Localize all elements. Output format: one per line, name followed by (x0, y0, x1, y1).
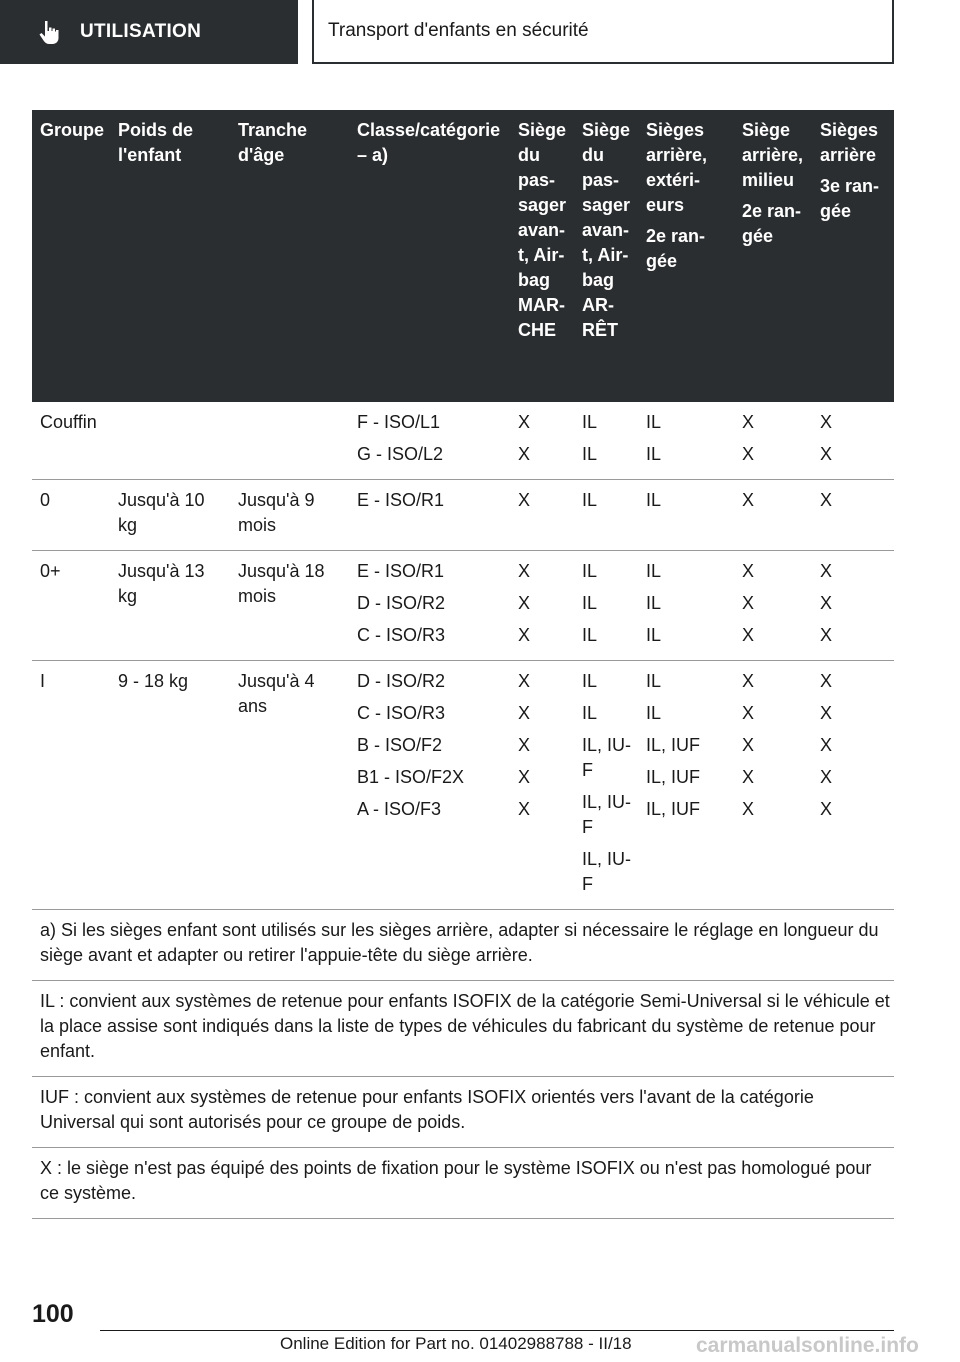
table-cell-airbag-on (510, 661, 574, 910)
cell-value: IL (646, 412, 662, 432)
column-header (510, 110, 574, 402)
cell-value: X (742, 625, 755, 645)
column-header-text: Siège du passager avant, Airbag ARRÊT (582, 120, 631, 340)
cell-value: Couffin (40, 412, 97, 432)
cell-value: IL (582, 671, 598, 691)
cell-value: X (518, 799, 531, 819)
table-row (32, 480, 894, 551)
table-cell-rear-middle (734, 480, 812, 551)
cell-value: X (820, 412, 833, 432)
cell-value: X (820, 444, 833, 464)
chapter-title-box (312, 0, 894, 64)
cell-value: IL, IUF (646, 767, 701, 787)
column-header-text: Siège du passager avant, Airbag MARCHE (518, 120, 567, 340)
table-cell-third-row (812, 551, 894, 661)
table-cell-classes (349, 551, 510, 661)
cell-value: IL (646, 671, 662, 691)
table-cell-age (230, 480, 349, 551)
table-cell-group (32, 480, 110, 551)
footnote-row (32, 910, 894, 981)
table-header-row (32, 110, 894, 402)
cell-value: X (518, 490, 531, 510)
table-cell-rear-outer (638, 402, 734, 480)
cell-value: Jusqu'à 4 ans (238, 671, 315, 716)
cell-value: E - ISO/R1 (357, 490, 445, 510)
cell-value: X (742, 671, 755, 691)
table-cell-weight (110, 402, 230, 480)
cell-value: X (518, 671, 531, 691)
cell-value: C - ISO/R3 (357, 703, 446, 723)
cell-value: E - ISO/R1 (357, 561, 445, 581)
cell-value: X (742, 593, 755, 613)
cell-value: IL (646, 593, 662, 613)
table-cell-age (230, 551, 349, 661)
cell-value: IL (582, 593, 598, 613)
table-cell-airbag-on (510, 551, 574, 661)
cell-value: X (518, 412, 531, 432)
footnote-text: a) Si les sièges enfant sont utilisés sur les sièges arrière, adapter si nécessaire le réglage en longueur du siège avant et adapter ou retirer l'appuie-tête du siège arrière. (32, 910, 894, 981)
cell-value: IL, IUF (582, 849, 632, 894)
hand-pointer-icon (36, 17, 66, 47)
footer-divider (100, 1330, 894, 1331)
cell-value: X (742, 767, 755, 787)
cell-value: X (820, 671, 833, 691)
table-row (32, 661, 894, 910)
cell-value: X (820, 703, 833, 723)
column-header (349, 110, 510, 402)
table-row (32, 551, 894, 661)
cell-value: IL (646, 490, 662, 510)
column-header (812, 110, 894, 402)
footnote-text: X : le siège n'est pas équipé des points de fixation pour le système ISOFIX ou n'est pas homologué pour ce système. (32, 1148, 894, 1219)
column-header-text: 2e rangée (646, 226, 706, 271)
table-cell-group (32, 661, 110, 910)
table-cell-classes (349, 402, 510, 480)
table-cell-rear-outer (638, 480, 734, 551)
cell-value: X (742, 444, 755, 464)
table-cell-weight (110, 661, 230, 910)
cell-value: X (742, 561, 755, 581)
cell-value: B - ISO/F2 (357, 735, 443, 755)
table-cell-group (32, 402, 110, 480)
cell-value: G - ISO/L2 (357, 444, 444, 464)
footnote-row (32, 1077, 894, 1148)
footnote-text: IL : convient aux systèmes de retenue pour enfants ISOFIX de la catégorie Semi-Universal si le véhicule et la place assise sont indiqués dans la liste de types de véhicules du fabricant du système de retenue pour enfant. (32, 981, 894, 1077)
footnote-row (32, 1148, 894, 1219)
table-cell-rear-middle (734, 402, 812, 480)
cell-value: X (742, 412, 755, 432)
cell-value: X (820, 625, 833, 645)
cell-value: X (742, 490, 755, 510)
watermark: carmanualsonline.info (696, 1334, 919, 1357)
cell-value: IL (582, 412, 598, 432)
cell-value: Jusqu'à 18 mois (238, 561, 325, 606)
column-header (574, 110, 638, 402)
table-cell-third-row (812, 661, 894, 910)
cell-value: IL (582, 490, 598, 510)
cell-value: X (518, 561, 531, 581)
column-header (32, 110, 110, 402)
table-cell-airbag-off (574, 661, 638, 910)
column-header (110, 110, 230, 402)
cell-value: I (40, 671, 46, 691)
cell-value: IL (646, 625, 662, 645)
table-cell-rear-middle (734, 551, 812, 661)
section-label: UTILISATION (80, 21, 202, 42)
footnote-row (32, 981, 894, 1077)
cell-value: X (518, 703, 531, 723)
footnote-text: IUF : convient aux systèmes de retenue pour enfants ISOFIX orientés vers l'avant de la catégorie Universal qui sont autorisés pour ce groupe de poids. (32, 1077, 894, 1148)
cell-value: X (742, 799, 755, 819)
cell-value: IL (582, 703, 598, 723)
cell-value: X (742, 735, 755, 755)
table-cell-third-row (812, 480, 894, 551)
cell-value: IL (582, 561, 598, 581)
cell-value: X (820, 799, 833, 819)
column-header (638, 110, 734, 402)
column-header-text: Groupe (40, 120, 105, 140)
edition-text: Online Edition for Part no. 01402988788 - II/18 (280, 1334, 632, 1353)
cell-value: IL, IUF (582, 792, 632, 837)
cell-value: Jusqu'à 13 kg (118, 561, 205, 606)
cell-value: X (518, 593, 531, 613)
section-tab (0, 0, 298, 64)
cell-value: IL (646, 444, 662, 464)
cell-value: IL, IUF (582, 735, 632, 780)
cell-value: IL, IUF (646, 799, 701, 819)
column-header-text: Tranche d'âge (238, 120, 308, 165)
cell-value: X (518, 444, 531, 464)
table-row (32, 402, 894, 480)
cell-value: IL (646, 561, 662, 581)
cell-value: 9 - 18 kg (118, 671, 189, 691)
table-cell-airbag-on (510, 480, 574, 551)
table-cell-rear-outer (638, 661, 734, 910)
table-cell-classes (349, 661, 510, 910)
column-header-text: Classe/catégorie – a) (357, 120, 501, 165)
table-cell-rear-outer (638, 551, 734, 661)
child-seat-table (32, 110, 894, 1219)
column-header-text: Poids de l'enfant (118, 120, 194, 165)
cell-value: IL, IUF (646, 735, 701, 755)
table-cell-airbag-off (574, 480, 638, 551)
table-cell-classes (349, 480, 510, 551)
cell-value: IL (646, 703, 662, 723)
table-cell-airbag-on (510, 402, 574, 480)
cell-value: X (820, 561, 833, 581)
cell-value: A - ISO/F3 (357, 799, 442, 819)
cell-value: F - ISO/L1 (357, 412, 441, 432)
cell-value: Jusqu'à 10 kg (118, 490, 205, 535)
cell-value: X (820, 767, 833, 787)
cell-value: IL (582, 444, 598, 464)
table-cell-age (230, 402, 349, 480)
cell-value: D - ISO/R2 (357, 671, 446, 691)
column-header (230, 110, 349, 402)
table-cell-airbag-off (574, 402, 638, 480)
column-header-text: Sièges arrière (820, 120, 879, 165)
table-cell-airbag-off (574, 551, 638, 661)
cell-value: X (820, 593, 833, 613)
column-header-text: 3e rangée (820, 176, 880, 221)
cell-value: 0 (40, 490, 51, 510)
cell-value: X (518, 735, 531, 755)
cell-value: X (820, 735, 833, 755)
table-cell-third-row (812, 402, 894, 480)
table-cell-weight (110, 480, 230, 551)
table-cell-rear-middle (734, 661, 812, 910)
column-header-text: Sièges arrière, extérieurs (646, 120, 708, 215)
page-header (0, 0, 960, 66)
column-header-text: 2e rangée (742, 201, 802, 246)
cell-value: IL (582, 625, 598, 645)
table-cell-age (230, 661, 349, 910)
cell-value: X (742, 703, 755, 723)
cell-value: C - ISO/R3 (357, 625, 446, 645)
column-header-text: Siège arrière, milieu (742, 120, 804, 190)
table-cell-group (32, 551, 110, 661)
cell-value: D - ISO/R2 (357, 593, 446, 613)
cell-value: X (518, 767, 531, 787)
table-cell-weight (110, 551, 230, 661)
cell-value: 0+ (40, 561, 61, 581)
cell-value: Jusqu'à 9 mois (238, 490, 315, 535)
page-number: 100 (32, 1300, 74, 1328)
column-header (734, 110, 812, 402)
cell-value: B1 - ISO/F2X (357, 767, 465, 787)
chapter-title: Transport d'enfants en sécurité (328, 20, 589, 41)
cell-value: X (518, 625, 531, 645)
cell-value: X (820, 490, 833, 510)
